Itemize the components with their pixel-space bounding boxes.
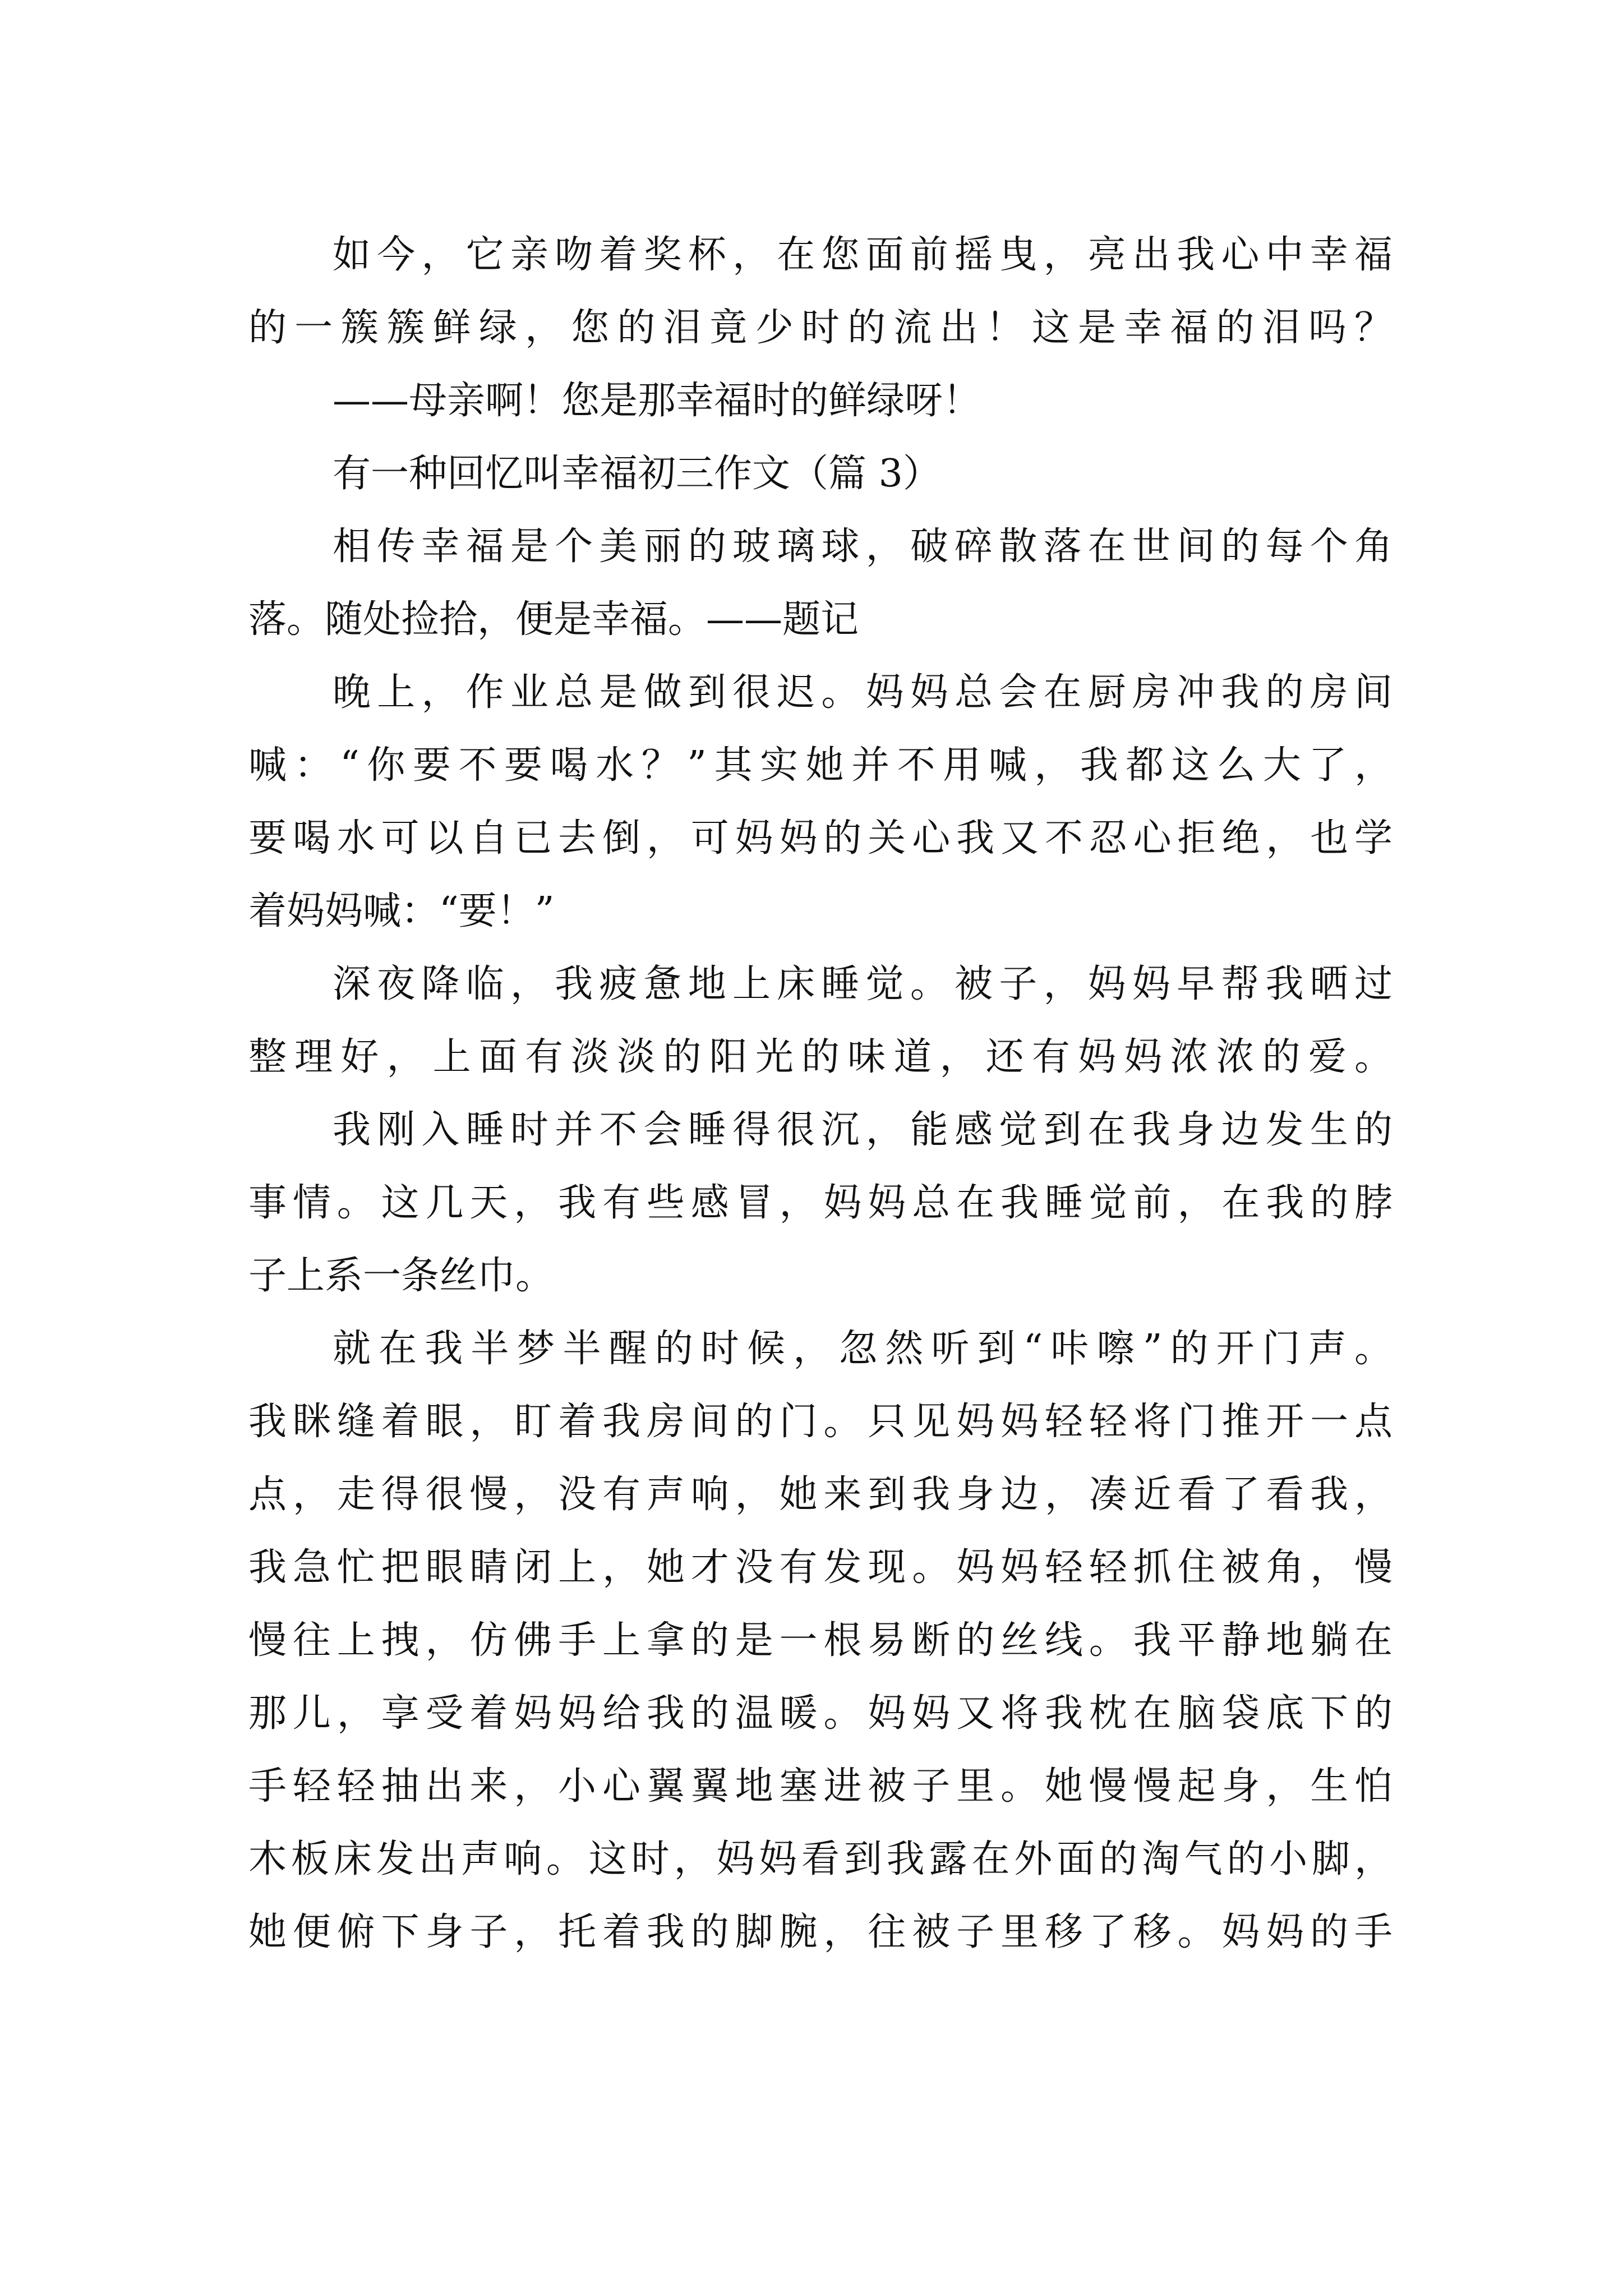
text-line: 喊：“你要不要喝水？”其实她并不用喊，我都这么大了， [248, 743, 1393, 788]
text-line: 晚上，作业总是做到很迟。妈妈总会在厨房冲我的房间 [333, 670, 1393, 715]
text-line: 手轻轻抽出来，小心翼翼地塞进被子里。她慢慢起身，生怕 [248, 1764, 1393, 1809]
text-line: 着妈妈喊：“要！” [248, 889, 555, 933]
text-line: 整理好，上面有淡淡的阳光的味道，还有妈妈浓浓的爱。 [248, 1035, 1393, 1079]
text-line: 我刚入睡时并不会睡得很沉，能感觉到在我身边发生的 [333, 1108, 1393, 1152]
text-line: 我眯缝着眼，盯着我房间的门。只见妈妈轻轻将门推开一点 [248, 1400, 1393, 1444]
text-line: 木板床发出声响。这时，妈妈看到我露在外面的淘气的小脚， [248, 1837, 1393, 1881]
text-line: 我急忙把眼睛闭上，她才没有发现。妈妈轻轻抓住被角，慢 [248, 1545, 1393, 1590]
text-line: 如今，它亲吻着奖杯，在您面前摇曳，亮出我心中幸福 [333, 233, 1393, 277]
document-body [248, 219, 1393, 1969]
text-line: 的一簇簇鲜绿，您的泪竟少时的流出！这是幸福的泪吗？ [248, 306, 1393, 350]
section-heading: 有一种回忆叫幸福初三作文（篇 3） [333, 452, 941, 496]
text-line: 慢往上拽，仿佛手上拿的是一根易断的丝线。我平静地躺在 [248, 1618, 1393, 1663]
text-line: 就在我半梦半醒的时候，忽然听到“咔嚓”的开门声。 [333, 1327, 1393, 1371]
text-line: 点，走得很慢，没有声响，她来到我身边，凑近看了看我， [248, 1473, 1393, 1517]
text-line: 要喝水可以自已去倒，可妈妈的关心我又不忍心拒绝，也学 [248, 816, 1393, 861]
text-line: 事情。这几天，我有些感冒，妈妈总在我睡觉前，在我的脖 [248, 1181, 1393, 1225]
text-line: 那儿，享受着妈妈给我的温暖。妈妈又将我枕在脑袋底下的 [248, 1691, 1393, 1736]
text-line: 相传幸福是个美丽的玻璃球，破碎散落在世间的每个角 [333, 524, 1393, 569]
text-line: 子上系一条丝巾。 [248, 1254, 554, 1298]
text-line: 落。随处捡拾，便是幸福。——题记 [248, 597, 859, 642]
text-line: ——母亲啊！您是那幸福时的鲜绿呀！ [333, 379, 981, 423]
text-line: 深夜降临，我疲惫地上床睡觉。被子，妈妈早帮我晒过 [333, 962, 1393, 1006]
text-line: 她便俯下身子，托着我的脚腕，往被子里移了移。妈妈的手 [248, 1910, 1393, 1954]
